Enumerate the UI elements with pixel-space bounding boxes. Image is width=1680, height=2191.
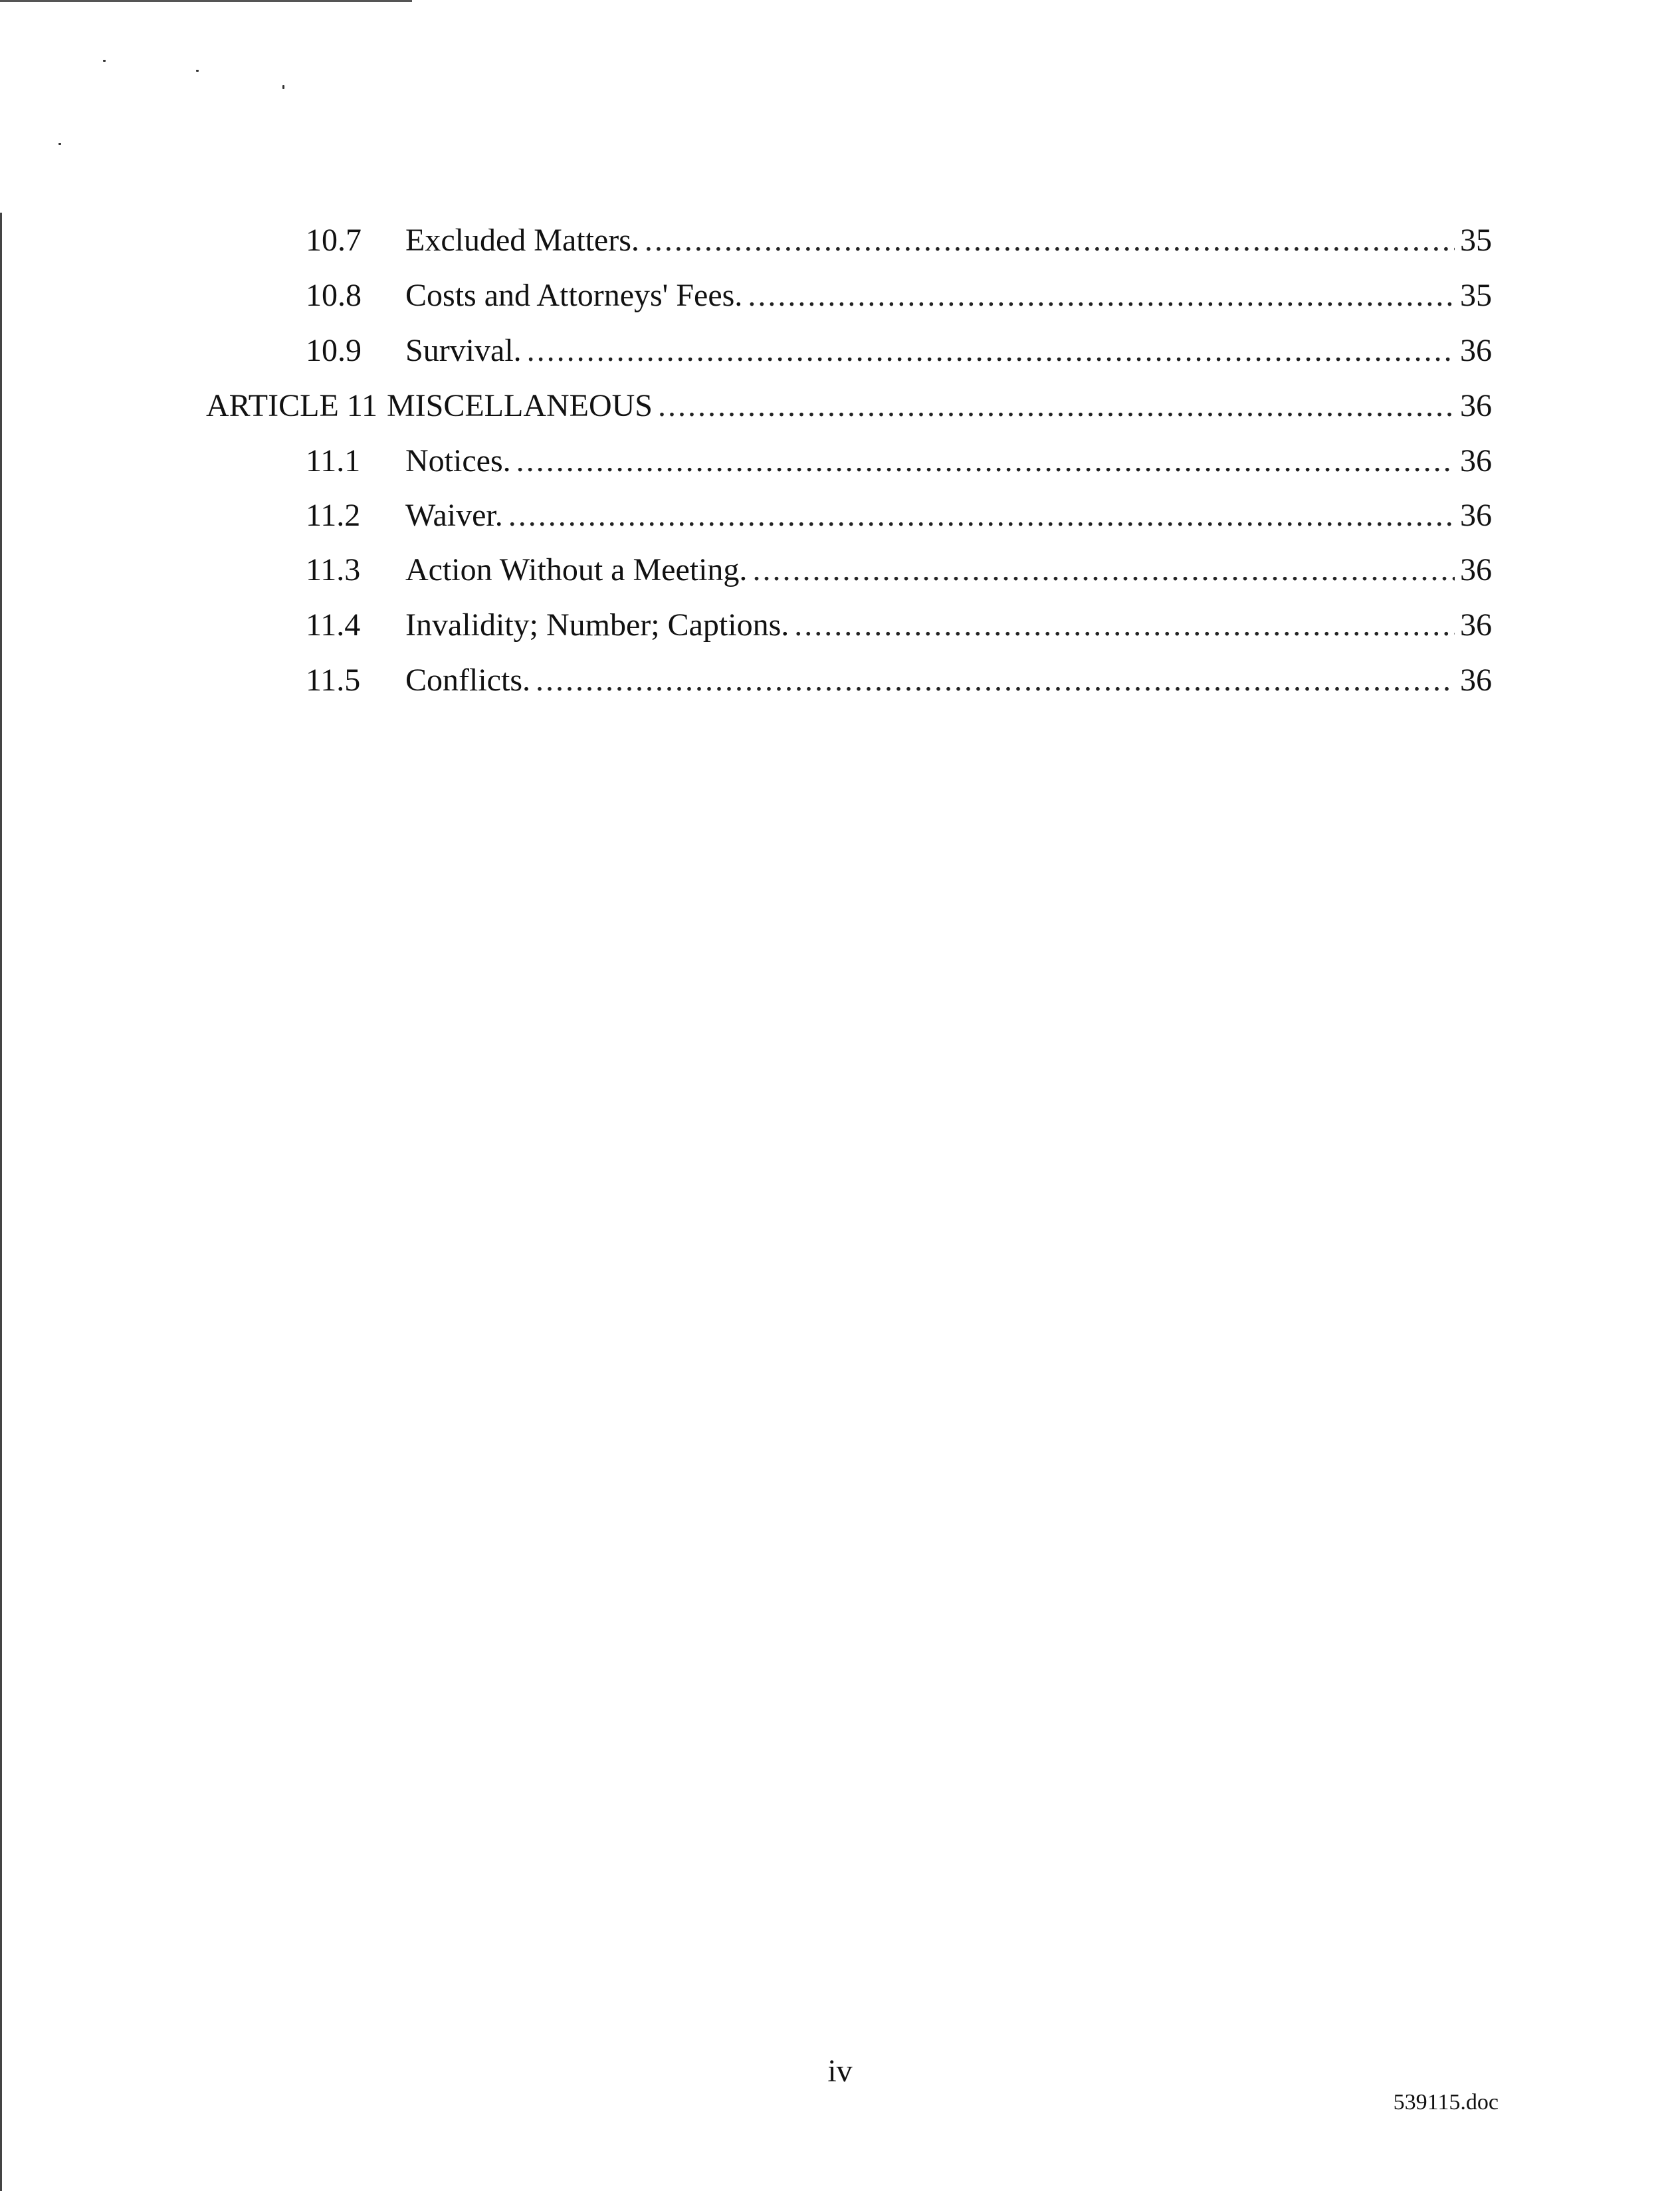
toc-dot-leader (508, 494, 1455, 537)
toc-entry-number: 11.1 (306, 443, 361, 478)
toc-dot-leader (527, 330, 1455, 372)
toc-entry-page: 36 (1460, 552, 1492, 587)
toc-entry (306, 440, 1492, 482)
toc-entry-title: Action Without a Meeting. (405, 552, 748, 587)
toc-entry-title: Conflicts. (405, 663, 530, 698)
toc-dot-leader (658, 385, 1455, 427)
toc-entry-page: 36 (1460, 333, 1492, 368)
toc-entry-number: 10.8 (306, 278, 362, 313)
toc-entry-title: Invalidity; Number; Captions. (405, 607, 789, 643)
toc-entry-title: Excluded Matters. (405, 223, 639, 258)
toc-dot-leader (645, 219, 1455, 262)
toc-entry (306, 274, 1492, 317)
toc-entry-number: 11.2 (306, 498, 361, 533)
toc-entry-page: 36 (1460, 443, 1492, 478)
toc-entry-number: 11.5 (306, 663, 361, 698)
toc-dot-leader (536, 659, 1455, 702)
toc-entry-page: 36 (1460, 607, 1492, 643)
toc-entry-number: 10.7 (306, 223, 362, 258)
toc-article-entry (206, 385, 1492, 427)
toc-entry-title: Notices. (405, 443, 511, 478)
toc-entry (306, 659, 1492, 702)
toc-entry (306, 494, 1492, 537)
toc-entry-number: 10.9 (306, 333, 362, 368)
toc-article-title: MISCELLANEOUS (386, 388, 653, 423)
toc-entry (306, 330, 1492, 372)
toc-entry (306, 219, 1492, 262)
toc-dot-leader (752, 549, 1455, 591)
toc-entry-page: 36 (1460, 663, 1492, 698)
toc-entry-title: Survival. (405, 333, 522, 368)
toc-entry (306, 549, 1492, 591)
toc-entry-title: Costs and Attorneys' Fees. (405, 278, 743, 313)
document-id: 539115.doc (1393, 2090, 1499, 2115)
toc-entry-number: 11.4 (306, 607, 361, 643)
toc-article-number: ARTICLE 11 (206, 388, 377, 423)
toc-entry-page: 35 (1460, 223, 1492, 258)
toc-entry-page: 36 (1460, 498, 1492, 533)
toc-entry-page: 36 (1460, 388, 1492, 423)
toc-dot-leader (516, 440, 1455, 482)
toc-dot-leader (794, 604, 1455, 647)
toc-entry-page: 35 (1460, 278, 1492, 313)
page-number: iv (827, 2053, 853, 2089)
toc-dot-leader (748, 274, 1455, 317)
toc-entry-number: 11.3 (306, 552, 361, 587)
toc-entry-title: Waiver. (405, 498, 503, 533)
toc-entry (306, 604, 1492, 647)
